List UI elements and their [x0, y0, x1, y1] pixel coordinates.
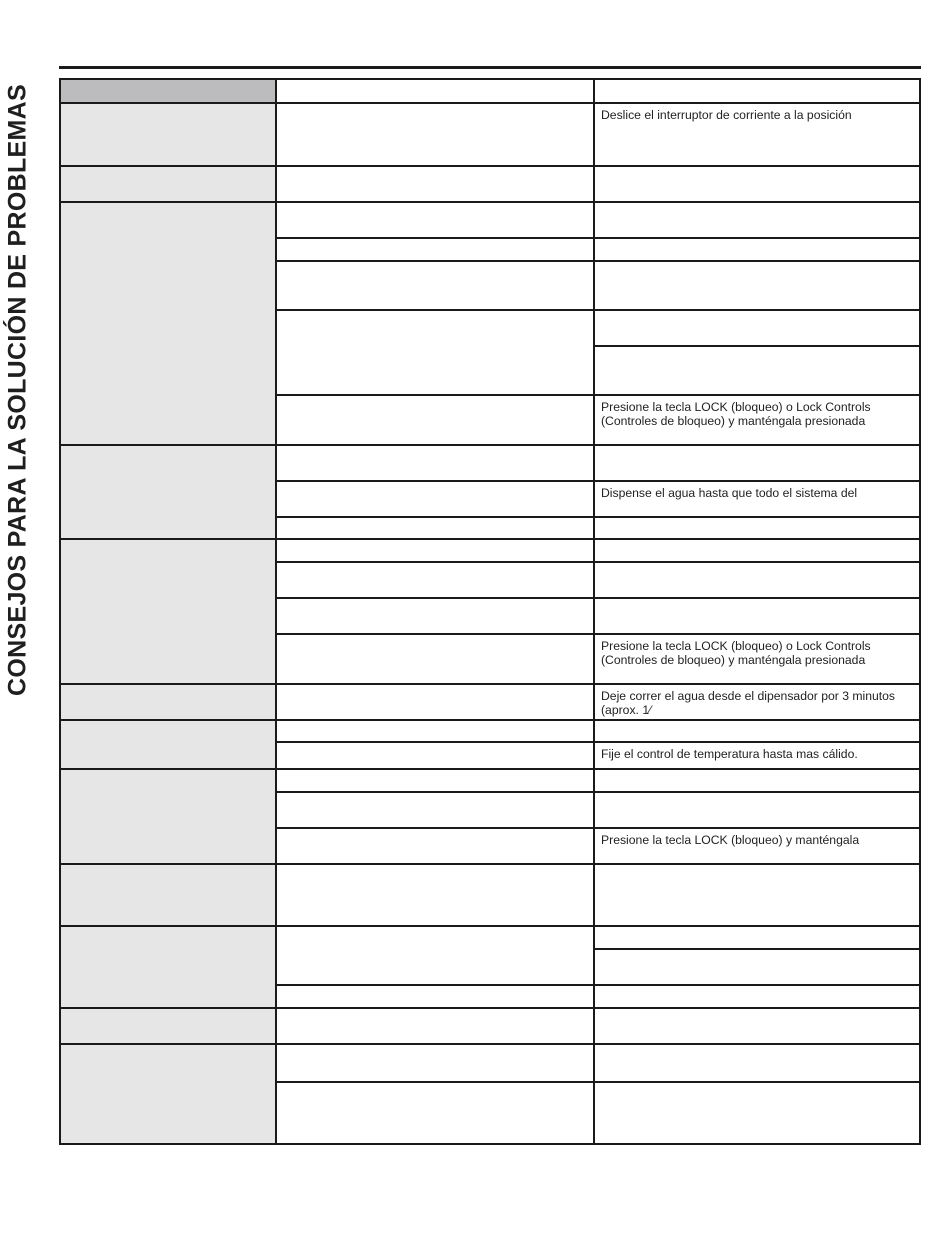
row-divider	[59, 78, 921, 80]
row-divider	[59, 201, 921, 203]
row-divider	[59, 925, 921, 927]
solution-cell: Deslice el interruptor de corriente a la posición	[601, 108, 852, 122]
solution-cell: Fije el control de temperatura hasta mas cálido.	[601, 747, 858, 761]
solution-divider	[593, 345, 921, 347]
row-divider	[59, 683, 921, 685]
row-divider	[59, 768, 921, 770]
row-divider	[59, 863, 921, 865]
subrow-divider	[275, 984, 921, 986]
problem-cell	[60, 202, 276, 445]
solution-cell: Presione la tecla LOCK (bloqueo) o Lock Controls (Controles de bloqueo) y manténgala presionada	[601, 639, 871, 667]
problem-cell	[60, 769, 276, 864]
header-cell-problem	[60, 79, 276, 103]
problem-cell	[60, 720, 276, 769]
subrow-divider	[275, 791, 921, 793]
subrow-divider	[275, 1081, 921, 1083]
subrow-divider	[275, 309, 921, 311]
subrow-divider	[275, 516, 921, 518]
problem-cell	[60, 166, 276, 202]
subrow-divider	[275, 260, 921, 262]
subrow-divider	[275, 633, 921, 635]
subrow-divider	[275, 597, 921, 599]
subrow-divider	[275, 394, 921, 396]
problem-cell	[60, 1044, 276, 1144]
subrow-divider	[275, 827, 921, 829]
subrow-divider	[275, 741, 921, 743]
row-divider	[59, 1007, 921, 1009]
subrow-divider	[275, 561, 921, 563]
row-divider	[59, 1143, 921, 1145]
problem-cell	[60, 103, 276, 166]
solution-cell: Presione la tecla LOCK (bloqueo) y manténgala	[601, 833, 860, 847]
row-divider	[59, 719, 921, 721]
problem-cell	[60, 539, 276, 684]
problem-cell	[60, 926, 276, 1008]
problem-cell	[60, 684, 276, 720]
subrow-divider	[275, 237, 921, 239]
solution-divider	[593, 948, 921, 950]
row-divider	[59, 102, 921, 104]
table-border	[59, 78, 61, 1145]
row-divider	[59, 538, 921, 540]
row-divider	[59, 165, 921, 167]
subrow-divider	[275, 480, 921, 482]
problem-cell	[60, 1008, 276, 1044]
solution-cell: Dispense el agua hasta que todo el sistema del	[601, 486, 858, 500]
solution-cell: Presione la tecla LOCK (bloqueo) o Lock Controls (Controles de bloqueo) y manténgala presionada	[601, 400, 871, 428]
problem-cell	[60, 445, 276, 539]
row-divider	[59, 444, 921, 446]
row-divider	[59, 1043, 921, 1045]
side-section-title: CONSEJOS PARA LA SOLUCIÓN DE PROBLEMAS	[3, 84, 32, 696]
solution-cell: Deje correr el agua desde el dipensador por 3 minutos (aprox. 1⁄	[601, 689, 896, 717]
problem-cell	[60, 864, 276, 926]
